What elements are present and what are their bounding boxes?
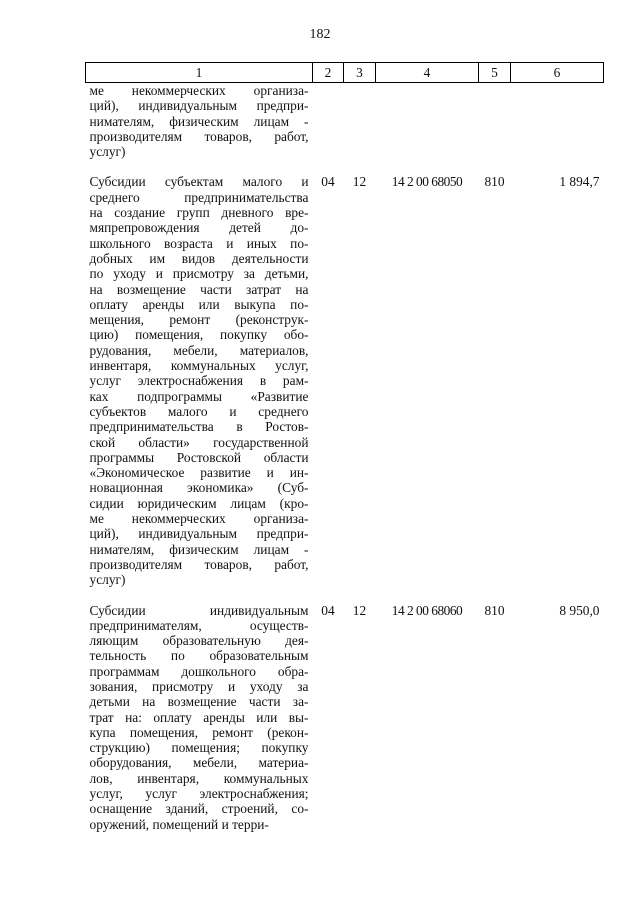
row-description <box>86 168 313 596</box>
row-description <box>86 83 313 169</box>
expense-type-code: 810 <box>484 174 505 190</box>
description-line: производителям товаров, работ, <box>89 556 309 572</box>
description-line: детьми на возмещение части за- <box>89 694 309 710</box>
description-line: ме некоммерческих организа- <box>89 83 309 98</box>
target-article-code: 14 2 00 68060 <box>391 602 463 618</box>
budget-table <box>85 62 604 832</box>
description-line: мещения, ремонт (реконструк- <box>89 312 309 328</box>
description-line: по уходу и присмотру за детьми, <box>89 266 309 282</box>
header-col-3: 3 <box>344 63 376 83</box>
subsection-code: 12 <box>352 602 367 618</box>
description-line: зования, присмотру и уходу за <box>89 678 309 694</box>
section-code: 04 <box>321 602 335 618</box>
header-col-5: 5 <box>479 63 511 83</box>
description-line: рудования, мебели, материалов, <box>89 342 309 358</box>
description-line: трат на: оплату аренды или вы- <box>89 709 309 725</box>
table-row <box>86 83 604 169</box>
description-line: оборудования, мебели, материа- <box>89 755 309 771</box>
description-line: программы Ростовской области <box>89 449 309 465</box>
description-line: производителям товаров, работ, <box>89 128 309 144</box>
description-line: нимателям, физическим лицам - <box>89 541 309 557</box>
target-article-code <box>376 83 479 169</box>
description-line: купа помещения, ремонт (рекон- <box>89 724 309 740</box>
description-line: оснащение зданий, строений, со- <box>89 801 309 817</box>
description-line: тельность по образовательным <box>89 648 309 664</box>
description-line: субъектов малого и среднего <box>89 403 309 419</box>
table-header <box>86 63 604 83</box>
table-row <box>86 597 604 832</box>
description-line: Субсидии индивидуальным <box>89 602 309 618</box>
row-description <box>86 597 313 832</box>
description-line: услуг) <box>89 144 126 160</box>
description-line: на возмещение части затрат на <box>89 281 309 297</box>
header-col-2: 2 <box>313 63 344 83</box>
subsection-code <box>344 83 376 169</box>
description-line: услуг) <box>89 572 126 588</box>
table-row <box>86 168 604 596</box>
description-line: «Экономическое развитие и ин- <box>89 465 309 481</box>
description-line: услуг электроснабжения в рам- <box>89 373 309 389</box>
amount-value: 1 894,7 <box>559 174 600 190</box>
amount-value <box>511 83 604 169</box>
description-line: среднего предпринимательства <box>89 189 309 205</box>
amount-value: 8 950,0 <box>559 602 600 618</box>
description-line: добных им видов деятельности <box>89 250 309 266</box>
table-body <box>86 83 604 832</box>
description-line: школьного возраста и иных по- <box>89 235 309 251</box>
description-line: ской области» государственной <box>89 434 309 450</box>
description-line: предпринимателям, осуществ- <box>89 617 309 633</box>
description-line: Субсидии субъектам малого и <box>89 174 309 190</box>
description-line: струкцию) помещения; покупку <box>89 740 309 756</box>
description-line: новационная экономика» (Суб- <box>89 480 309 496</box>
header-col-4: 4 <box>376 63 479 83</box>
description-line: предпринимательства в Ростов- <box>89 419 309 435</box>
description-line: на создание групп дневного вре- <box>89 205 309 221</box>
expense-type-code <box>479 83 511 169</box>
subsection-code: 12 <box>352 174 367 190</box>
description-line: сидии юридическим лицам (кро- <box>89 495 309 511</box>
description-line: ках подпрограммы «Развитие <box>89 388 309 404</box>
description-line: оплату аренды или выкупа по- <box>89 296 309 312</box>
description-line: цию) помещения, покупку обо- <box>89 327 309 343</box>
description-line: оружений, помещений и терри- <box>89 816 269 832</box>
description-line: нимателям, физическим лицам - <box>89 113 309 129</box>
description-line: инвентаря, коммунальных услуг, <box>89 358 309 374</box>
section-code: 04 <box>321 174 335 190</box>
description-line: ций), индивидуальным предпри- <box>89 526 309 542</box>
header-col-6: 6 <box>511 63 604 83</box>
description-line: мяпрепровождения детей до- <box>89 220 309 236</box>
section-code <box>313 83 344 169</box>
target-article-code: 14 2 00 68050 <box>391 174 463 190</box>
header-col-1: 1 <box>86 63 313 83</box>
description-line: лов, инвентаря, коммунальных <box>89 770 309 786</box>
description-line: ме некоммерческих организа- <box>89 511 309 527</box>
description-line: услуг, услуг электроснабжения; <box>89 786 309 802</box>
page-number: 182 <box>309 27 331 42</box>
expense-type-code: 810 <box>484 602 505 618</box>
description-line: ляющим образовательную дея- <box>89 633 309 649</box>
description-line: программам дошкольного обра- <box>89 663 309 679</box>
description-line: ций), индивидуальным предпри- <box>89 98 309 114</box>
